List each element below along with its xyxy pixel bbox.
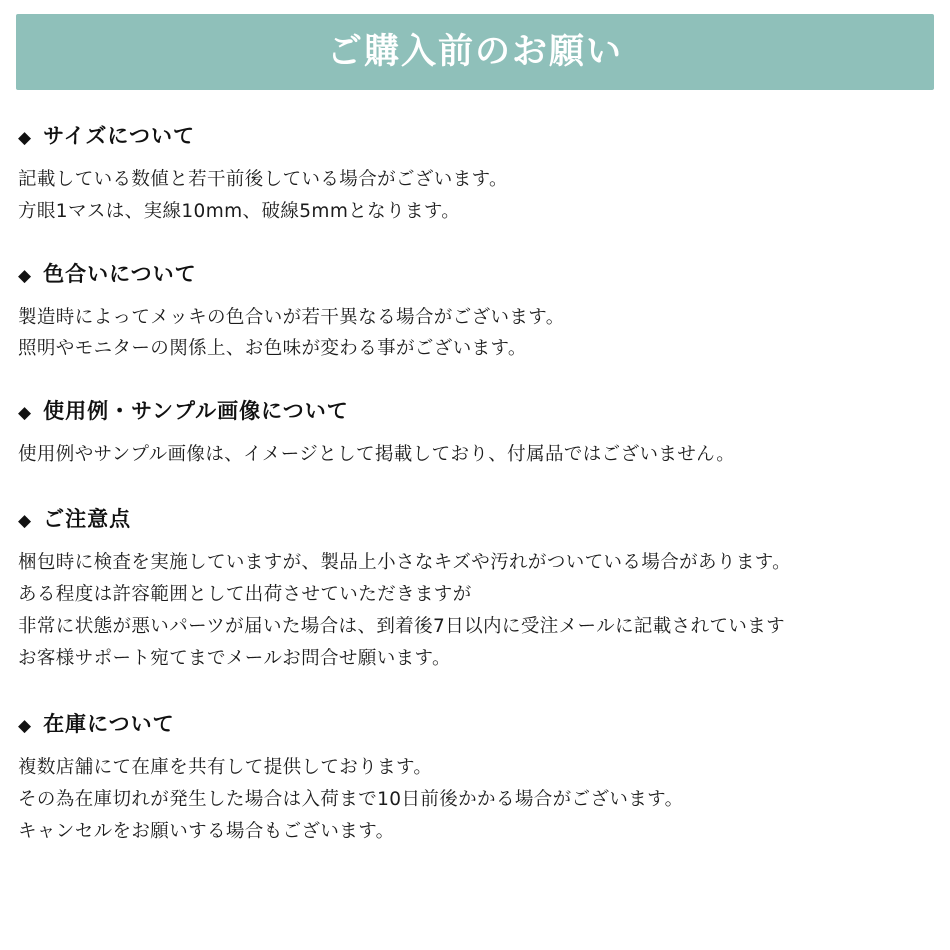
section-color bbox=[18, 258, 932, 366]
diamond-bullet-icon: ◆ bbox=[18, 716, 33, 737]
diamond-bullet-icon: ◆ bbox=[18, 511, 33, 532]
page-title: ご購入前のお願い bbox=[326, 31, 623, 72]
body-line: 製造時によってメッキの色合いが若干異なる場合がございます。 bbox=[18, 306, 565, 328]
section-heading-stock bbox=[18, 708, 932, 738]
body-line: ある程度は許容範囲として出荷させていただきますが bbox=[18, 583, 472, 605]
section-body-size bbox=[18, 164, 932, 228]
diamond-bullet-icon: ◆ bbox=[18, 403, 33, 424]
section-heading-size-label: サイズについて bbox=[43, 124, 195, 148]
section-stock bbox=[18, 708, 932, 847]
section-heading-color bbox=[18, 258, 932, 288]
section-heading-caution bbox=[18, 503, 932, 533]
section-body-stock bbox=[18, 752, 932, 847]
section-heading-size bbox=[18, 120, 932, 150]
section-heading-stock-label: 在庫について bbox=[43, 712, 175, 737]
body-line: 照明やモニターの関係上、お色味が変わる事がございます。 bbox=[18, 338, 527, 360]
section-body-color bbox=[18, 302, 932, 366]
section-body-sample bbox=[18, 439, 932, 471]
body-line: その為在庫切れが発生した場合は入荷まで10日前後かかる場合がございます。 bbox=[18, 789, 684, 811]
body-line: キャンセルをお願いする場合もございます。 bbox=[18, 820, 395, 842]
section-heading-color-label: 色合いについて bbox=[43, 261, 197, 286]
notice-content bbox=[16, 120, 934, 848]
body-line: 使用例やサンプル画像は、イメージとして掲載しており、付属品ではございません。 bbox=[18, 444, 736, 466]
page-banner bbox=[16, 14, 934, 90]
body-line: 記載している数値と若干前後している場合がございます。 bbox=[18, 169, 508, 190]
section-heading-sample-label: 使用例・サンプル画像について bbox=[43, 399, 349, 424]
section-size bbox=[18, 120, 932, 228]
body-line: 方眼1マスは、実線10mm、破線5mmとなります。 bbox=[18, 200, 461, 222]
body-line: 非常に状態が悪いパーツが届いた場合は、到着後7日以内に受注メールに記載されています bbox=[18, 615, 786, 637]
body-line: 複数店舗にて在庫を共有して提供しております。 bbox=[18, 757, 433, 779]
section-sample-image bbox=[18, 395, 932, 471]
diamond-bullet-icon: ◆ bbox=[18, 265, 33, 286]
section-body-caution bbox=[18, 547, 932, 674]
body-line: 梱包時に検査を実施していますが、製品上小さなキズや汚れがついている場合があります。 bbox=[18, 552, 792, 574]
section-heading-sample bbox=[18, 395, 932, 425]
section-heading-caution-label: ご注意点 bbox=[43, 507, 132, 532]
body-line: お客様サポート宛てまでメールお問合せ願います。 bbox=[18, 647, 451, 669]
section-caution bbox=[18, 503, 932, 674]
diamond-bullet-icon: ◆ bbox=[18, 128, 33, 148]
